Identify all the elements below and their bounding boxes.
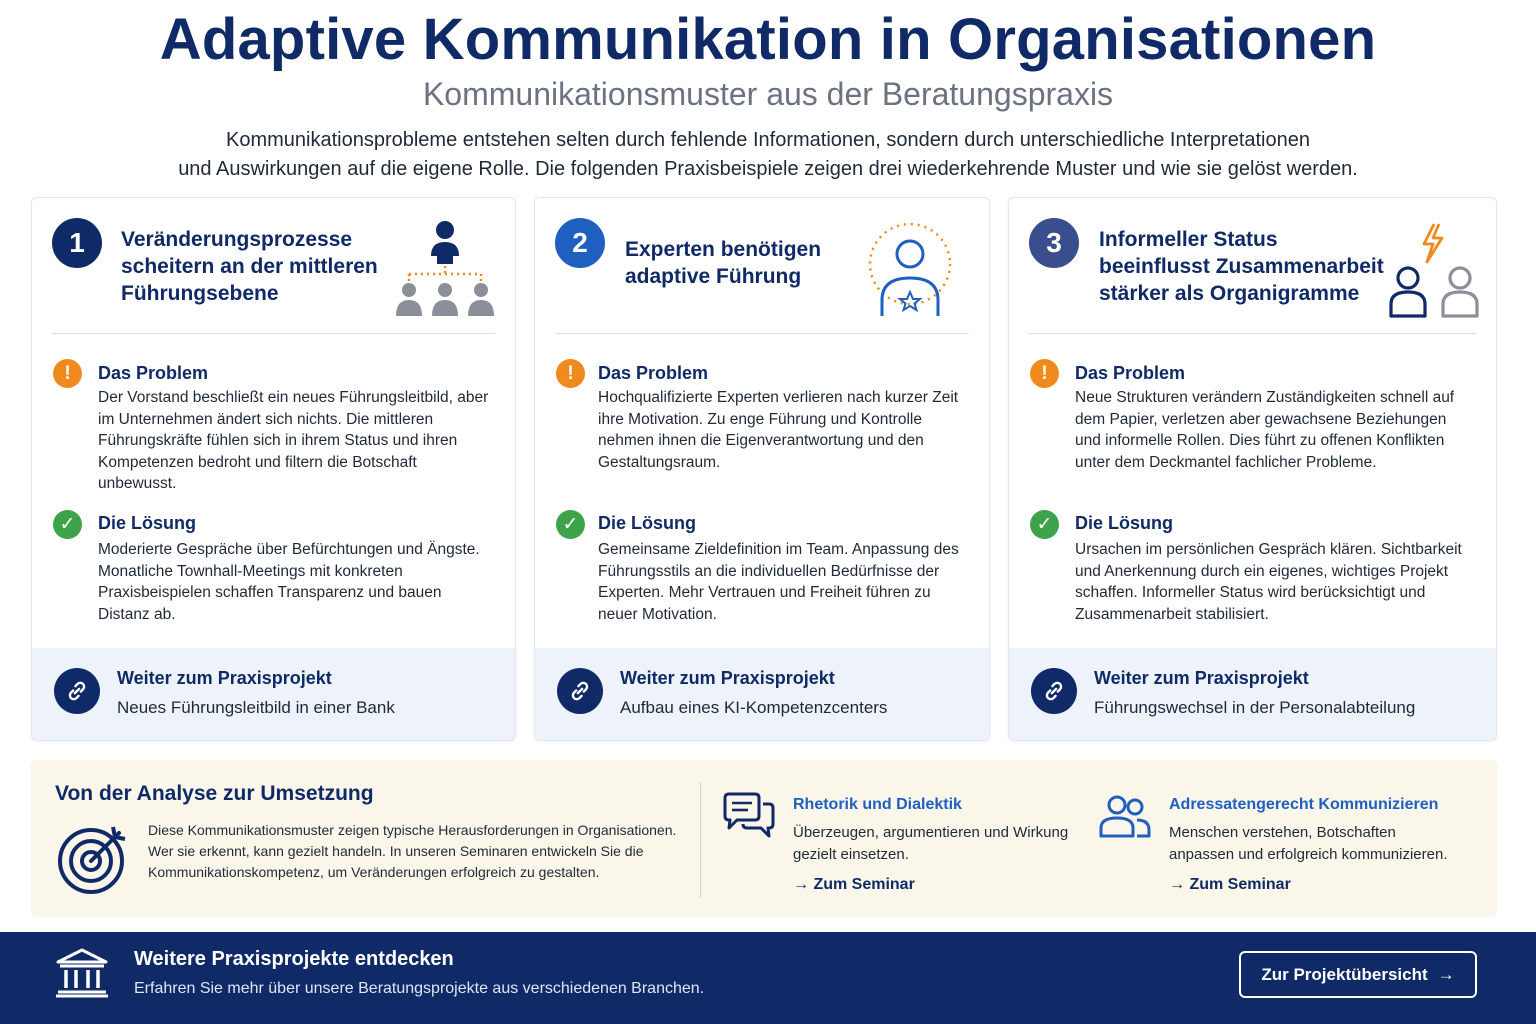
- banner-text: Erfahren Sie mehr über unsere Beratungsprojekte aus verschiedenen Branchen.: [134, 980, 705, 997]
- card-title: Experten benötigen adaptive Führung: [625, 238, 822, 288]
- problem-text: Hochqualifizierte Experten verlieren nach kurzer Zeit ihre Motivation. Zu enge Führung und Kontrolle nehmen ihnen die Eigenverantwortung und den Gestaltungsraum.: [598, 389, 959, 471]
- check-icon: ✓: [556, 510, 585, 539]
- warning-icon: !: [556, 359, 585, 388]
- pattern-card-2: [534, 197, 990, 741]
- link-icon: [54, 668, 100, 714]
- expert-star-person-icon: [865, 220, 955, 318]
- project-link[interactable]: [32, 648, 515, 740]
- solution-text: Ursachen im persönlichen Gespräch klären. Sichtbarkeit und Anerkennung durch ein eigenes, wichtiges Projekt schaffen. Informeller Status wird berücksichtigt und Zusammenarbeit stabilisiert.: [1075, 541, 1462, 623]
- project-link-label: Weiter zum Praxisprojekt: [620, 668, 835, 688]
- card-divider: [52, 333, 495, 334]
- intro-line-2: und Auswirkungen auf die eigene Rolle. Die folgenden Praxisbeispiele zeigen drei wiederkehrende Muster und wie sie gelöst werden.: [178, 158, 1358, 180]
- link-icon: [1031, 668, 1077, 714]
- project-link-text: Führungswechsel in der Personalabteilung: [1094, 698, 1416, 717]
- card-title: Informeller Status beeinflusst Zusammenarbeit stärker als Organigramme: [1099, 228, 1384, 305]
- button-label: Zur Projektübersicht: [1261, 964, 1428, 984]
- card-number-badge: 3: [1029, 218, 1079, 268]
- project-link[interactable]: [1009, 648, 1496, 740]
- pattern-card-1: [31, 197, 516, 741]
- seminar-link[interactable]: → Zum Seminar: [793, 876, 915, 893]
- problem-heading: Das Problem: [1075, 363, 1186, 383]
- target-icon: [57, 823, 129, 895]
- institution-building-icon: [54, 948, 110, 998]
- footer-banner: [0, 932, 1536, 1024]
- problem-text: Der Vorstand beschließt ein neues Führungsleitbild, aber im Unternehmen ändert sich nichts. Die mittleren Führungskräfte fühlen sich in ihrem Status und ihren Kompetenzen bedroht und filtern die Botschaft unbewusst.: [98, 389, 489, 492]
- problem-heading: Das Problem: [98, 363, 209, 383]
- project-link-text: Neues Führungsleitbild in einer Bank: [117, 698, 395, 717]
- link-icon: [557, 668, 603, 714]
- people-group-icon: [1097, 792, 1153, 842]
- card-number-badge: 1: [52, 218, 102, 268]
- analysis-divider: [700, 782, 701, 898]
- pattern-card-3: [1008, 197, 1497, 741]
- project-link-label: Weiter zum Praxisprojekt: [117, 668, 332, 688]
- solution-text: Moderierte Gespräche über Befürchtungen und Ängste. Monatliche Townhall-Meetings mit konkreten Praxisbeispielen schaffen Transparenz und bauen Distanz ab.: [98, 541, 480, 623]
- analysis-text: Diese Kommunikationsmuster zeigen typische Herausforderungen in Organisationen. Wer sie erkennt, kann gezielt handeln. In unseren Seminaren entwickeln Sie die Kommunikationskompetenz, um Veränderungen erfolgreich zu gestalten.: [148, 822, 677, 880]
- intro-line-1: Kommunikationsprobleme entstehen selten durch fehlende Informationen, sondern durch unterschiedliche Interpretationen: [225, 129, 1310, 151]
- speech-bubbles-icon: [721, 792, 777, 842]
- warning-icon: !: [53, 359, 82, 388]
- seminar-link[interactable]: → Zum Seminar: [1169, 876, 1291, 893]
- project-link-label: Weiter zum Praxisprojekt: [1094, 668, 1309, 688]
- hierarchy-people-icon: [393, 218, 497, 318]
- seminar-title: Rhetorik und Dialektik: [793, 796, 962, 813]
- analysis-panel: [31, 760, 1497, 917]
- arrow-right-icon: →: [1437, 964, 1455, 984]
- conflict-people-icon: [1388, 222, 1482, 320]
- page-subtitle: Kommunikationsmuster aus der Beratungspraxis: [422, 76, 1114, 112]
- analysis-title: Von der Analyse zur Umsetzung: [55, 782, 374, 805]
- card-number-badge: 2: [555, 218, 605, 268]
- card-divider: [555, 333, 969, 334]
- banner-title: Weitere Praxisprojekte entdecken: [134, 948, 454, 970]
- solution-heading: Die Lösung: [1075, 513, 1173, 533]
- project-link-text: Aufbau eines KI-Kompetenzcenters: [620, 698, 888, 717]
- project-link[interactable]: [535, 648, 989, 740]
- solution-heading: Die Lösung: [598, 513, 696, 533]
- project-overview-button[interactable]: [1239, 951, 1477, 998]
- seminar-text: Überzeugen, argumentieren und Wirkung gezielt einsetzen.: [793, 824, 1069, 863]
- card-title: Veränderungsprozesse scheitern an der mittleren Führungsebene: [121, 228, 378, 305]
- warning-icon: !: [1030, 359, 1059, 388]
- seminar-text: Menschen verstehen, Botschaften anpassen und erfolgreich kommunizieren.: [1169, 824, 1448, 863]
- check-icon: ✓: [1030, 510, 1059, 539]
- solution-heading: Die Lösung: [98, 513, 196, 533]
- intro-text: [0, 126, 1536, 184]
- solution-text: Gemeinsame Zieldefinition im Team. Anpassung des Führungsstils an die individuellen Bedürfnisse der Experten. Mehr Vertrauen und Freiheit führen zu neuer Motivation.: [598, 541, 959, 623]
- card-divider: [1029, 333, 1476, 334]
- seminar-title: Adressatengerecht Kommunizieren: [1169, 796, 1439, 813]
- problem-text: Neue Strukturen verändern Zuständigkeiten schnell auf dem Papier, verletzen aber gewachsene Beziehungen und informelle Rollen. Dies führt zu offenen Konflikten unter dem Deckmantel fachlicher Probleme.: [1075, 389, 1455, 471]
- check-icon: ✓: [53, 510, 82, 539]
- page-title: Adaptive Kommunikation in Organisationen: [159, 7, 1377, 72]
- problem-heading: Das Problem: [598, 363, 709, 383]
